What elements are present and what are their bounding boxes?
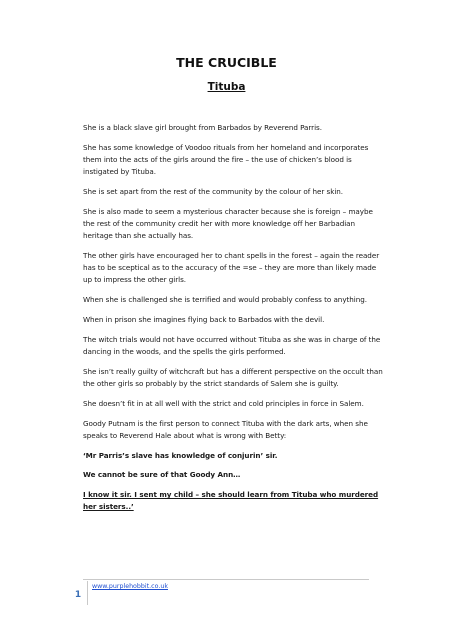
paragraph: She doesn’t fit in at all well with the strict and cold principles in force in Salem. — [83, 398, 364, 408]
paragraph: She is a black slave girl brought from Barbados by Reverend Parris. — [83, 123, 322, 132]
paragraph: The witch trials would not have occurred without Tituba as she was in charge of the dancing in the woods, and the spells the girls performed. — [83, 334, 381, 356]
paragraph: Goody Putnam is the first person to connect Tituba with the dark arts, when she speaks to Reverend Hale about what is wrong with Betty: — [83, 418, 368, 440]
quote-line: I know it sir. I sent my child – she should learn from Tituba who murdered her sisters..’ — [83, 490, 379, 512]
paragraph: When in prison she imagines flying back to Barbados with the devil. — [83, 315, 325, 324]
footer-separator — [87, 581, 88, 605]
paragraph: She has some knowledge of Voodoo rituals from her homeland and incorporates them into the acts of the girls around the fire – the use of chicken’s blood is instigated by Tituba. — [83, 142, 369, 177]
footer-website-link[interactable]: www.purplehobbit.co.uk — [92, 583, 168, 590]
document-body — [83, 122, 383, 521]
quote-line: ‘Mr Parris’s slave has knowledge of conjurin’ sir. — [83, 450, 278, 460]
paragraph: She is also made to seem a mysterious character because she is foreign – maybe the rest of the community credit her with more knowledge off her Barbadian heritage than she actually has. — [83, 206, 373, 241]
paragraph: She isn’t really guilty of witchcraft but has a different perspective on the occult than the other girls so probably by the strict standards of Salem she is guilty. — [83, 366, 383, 388]
paragraph: When she is challenged she is terrified and would probably confess to anything. — [83, 295, 367, 305]
footer-divider — [83, 579, 369, 580]
page-number: 1 — [74, 590, 82, 600]
document-title: THE CRUCIBLE — [176, 55, 277, 70]
paragraph: She is set apart from the rest of the community by the colour of her skin. — [83, 187, 344, 196]
quote-line: We cannot be sure of that Goody Ann… — [83, 470, 241, 480]
document-subtitle: Tituba — [207, 81, 246, 93]
paragraph: The other girls have encouraged her to chant spells in the forest – again the reader has to be sceptical as to the accuracy of the =se – they are more than likely made up to impress the other girls. — [83, 251, 380, 285]
